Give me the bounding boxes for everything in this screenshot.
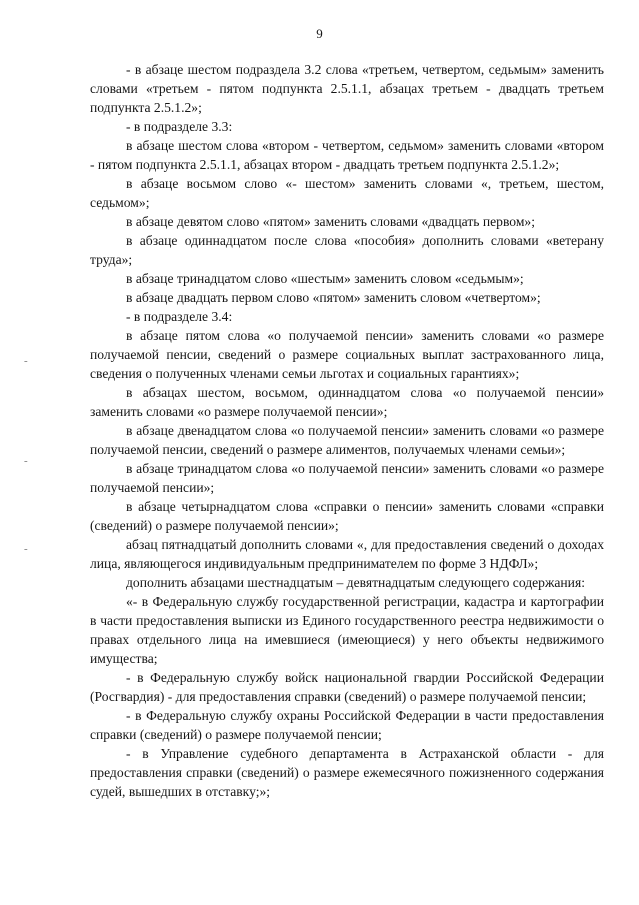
- paragraph: в абзаце пятом слова «о получаемой пенсии» заменить словами «о размере получаемой пенсии, сведений о размере социальных выплат застрахованного лица, сведения о полученных членами семьи льготах и социальных гарантиях»;: [90, 328, 604, 381]
- margin-mark: -: [24, 455, 28, 467]
- paragraph: «- в Федеральную службу государственной регистрации, кадастра и картографии в части предоставления выписки из Единого государственного реестра недвижимости о правах отдельного лица на имевшиеся (имеющиеся) у него объекты недвижимого имущества;: [90, 594, 604, 666]
- paragraph: дополнить абзацами шестнадцатым – девятнадцатым следующего содержания:: [126, 575, 585, 590]
- paragraph: - в абзаце шестом подраздела 3.2 слова «третьем, четвертом, седьмым» заменить словами «третьем - пятом подпункта 2.5.1.1, абзацах третьем - двадцать третьем подпункта 2.5.1.2»;: [90, 62, 604, 115]
- page-number: 9: [316, 26, 323, 41]
- paragraph: в абзаце тринадцатом слово «шестым» заменить словом «седьмым»;: [126, 271, 524, 286]
- paragraph: в абзаце девятом слово «пятом» заменить словами «двадцать первом»;: [126, 214, 536, 229]
- paragraph: - в Федеральную службу охраны Российской Федерации в части предоставления справки (сведений) о размере получаемой пенсии;: [90, 708, 604, 742]
- paragraph: - в Управление судебного департамента в Астраханской области - для предоставления справки (сведений) о размере ежемесячного пожизненного содержания судей, вышедших в отставку;»;: [90, 746, 604, 799]
- margin-mark: -: [24, 355, 28, 367]
- paragraph: абзац пятнадцатый дополнить словами «, для предоставления сведений о доходах лица, являющегося индивидуальным предпринимателем по форме 3 НДФЛ»;: [90, 537, 604, 571]
- paragraph: - в подразделе 3.4:: [126, 309, 233, 324]
- paragraph: - в подразделе 3.3:: [126, 119, 233, 134]
- paragraph: в абзацах шестом, восьмом, одиннадцатом слова «о получаемой пенсии» заменить словами «о размере получаемой пенсии»;: [90, 385, 604, 419]
- margin-mark: -: [24, 543, 28, 555]
- paragraph: в абзаце четырнадцатом слова «справки о пенсии» заменить словами «справки (сведений) о размере получаемой пенсии»;: [90, 499, 604, 533]
- paragraph: в абзаце двадцать первом слово «пятом» заменить словом «четвертом»;: [126, 290, 541, 305]
- paragraph: в абзаце восьмом слово «- шестом» заменить словами «, третьем, шестом, седьмом»;: [90, 176, 604, 210]
- paragraph: в абзаце тринадцатом слова «о получаемой пенсии» заменить словами «о размере получаемой пенсии»;: [90, 461, 604, 495]
- paragraph: в абзаце двенадцатом слова «о получаемой пенсии» заменить словами «о размере получаемой пенсии, сведений о размере алиментов, получаемых членами семьи»;: [90, 423, 604, 457]
- paragraph: - в Федеральную службу войск национальной гвардии Российской Федерации (Росгвардия) - для предоставления справки (сведений) о размере получаемой пенсии;: [90, 670, 604, 704]
- paragraph: в абзаце шестом слова «втором - четвертом, седьмом» заменить словами «втором - пятом подпункта 2.5.1.1, абзацах втором - двадцать третьем подпункта 2.5.1.2»;: [90, 138, 604, 172]
- paragraph: в абзаце одиннадцатом после слова «пособия» дополнить словами «ветерану труда»;: [90, 233, 604, 267]
- document-body: [90, 60, 604, 801]
